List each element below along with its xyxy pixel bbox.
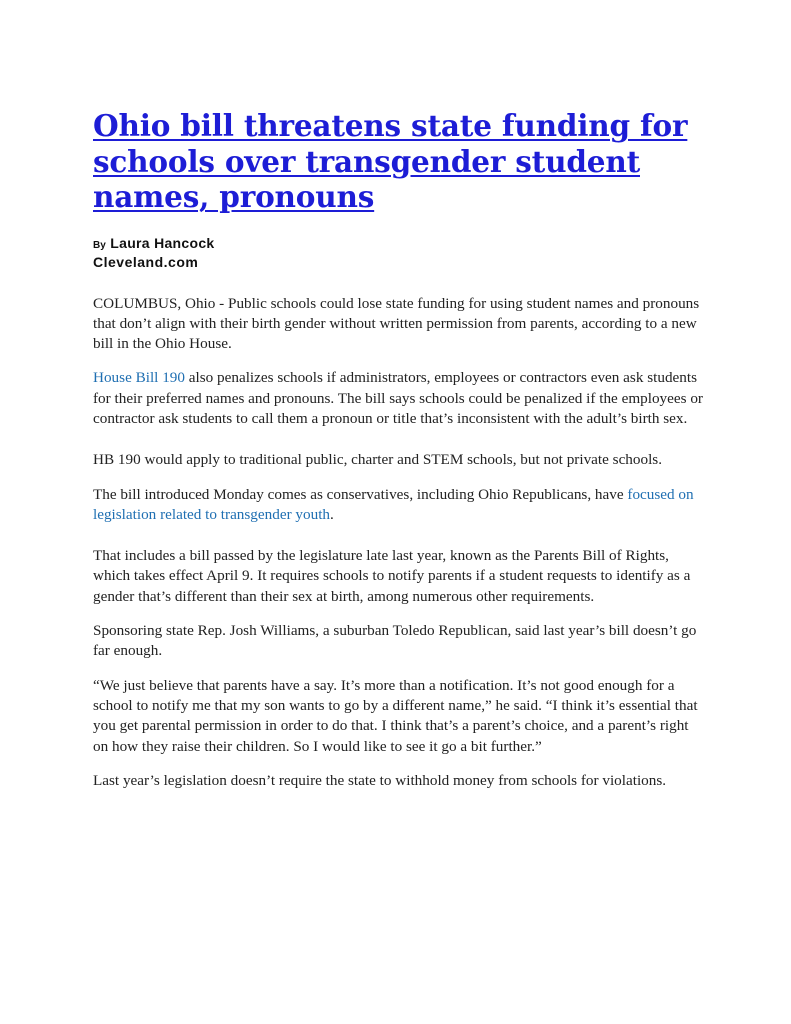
paragraph-context-end: . [330,505,334,523]
headline-link[interactable]: Ohio bill threatens state funding for schools over transgender student names, pronouns [93,108,688,214]
paragraph-funding: Last year’s legislation doesn’t require the state to withhold money from schools for violations. [93,771,667,789]
byline-by-label: By [93,239,106,251]
paragraph-context-text: The bill introduced Monday comes as conservatives, including Ohio Republicans, have [93,485,628,503]
transgender-legislation-link[interactable]: focused on legislation related to transgender youth [93,485,694,523]
house-bill-190-link[interactable]: House Bill 190 [93,369,185,387]
paragraph-intro: COLUMBUS, Ohio - Public schools could lose state funding for using student names and pronouns that don’t align with their birth gender without written permission from parents, according to a new bill in the Ohio House. [93,294,700,353]
paragraph-quote: “We just believe that parents have a say. It’s more than a notification. It’s not good enough for a school to notify me that my son wants to go by a different name,” he said. “I think it’s essential that you get parental permission in order to do that. I think that’s a parent’s choice, and a parent’s right on how they raise their children. So I would like to see it go a bit further.” [93,676,698,755]
paragraph-sponsor: Sponsoring state Rep. Josh Williams, a suburban Toledo Republican, said last year’s bill doesn’t go far enough. [93,622,697,660]
paragraph-house-bill [93,368,705,429]
paragraph-house-bill-text: also penalizes schools if administrators, employees or contractors even ask students for their preferred names and pronouns. The bill says schools could be penalized if the employees or contractor ask students to call them a pronoun or title that’s inconsistent with the adult’s birth sex. [93,369,703,427]
article-page [93,108,705,791]
paragraph-context [93,485,705,526]
byline-author: Laura Hancock [110,234,215,251]
byline [93,235,705,271]
paragraph-parents-bill: That includes a bill passed by the legislature late last year, known as the Parents Bill of Rights, which takes effect April 9. It requires schools to notify parents if a student requests to identify as a gender that’s different than their sex at birth, among numerous other requirements. [93,547,691,605]
byline-outlet: Cleveland.com [93,253,199,270]
article-body [93,294,705,792]
paragraph-scope: HB 190 would apply to traditional public, charter and STEM schools, but not private schools. [93,451,663,469]
